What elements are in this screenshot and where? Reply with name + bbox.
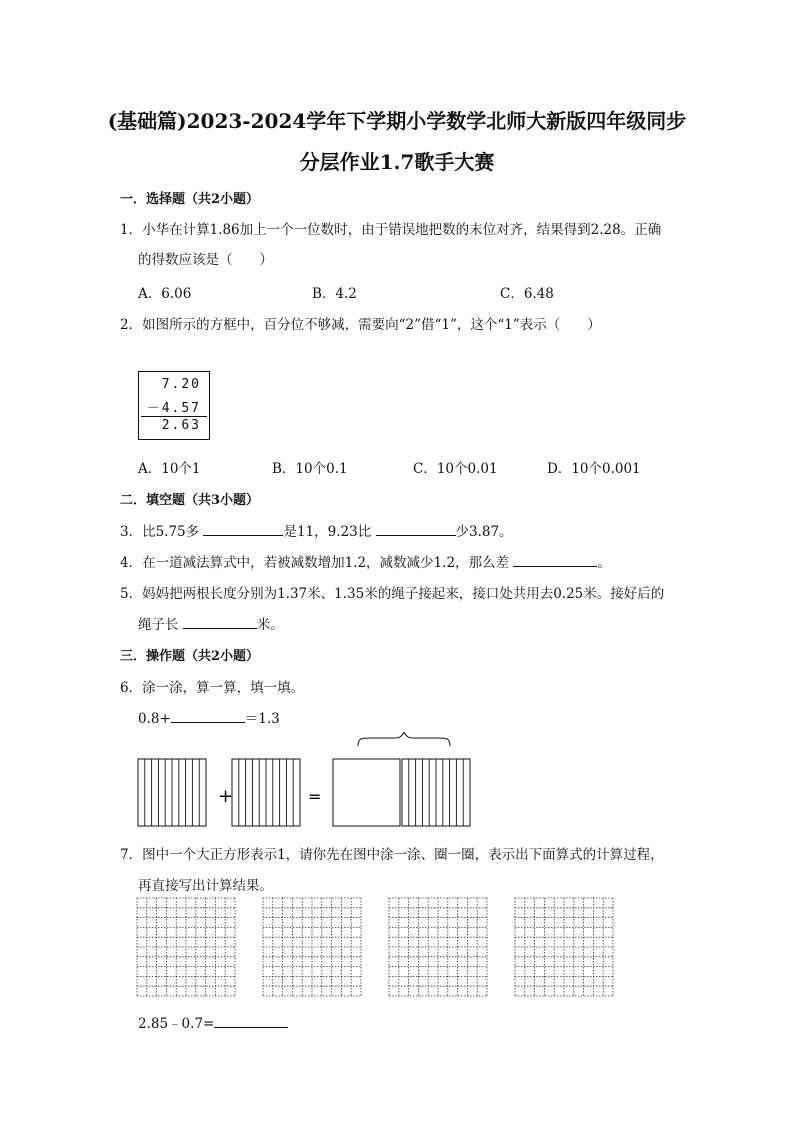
answer-blank[interactable] [214, 1015, 288, 1028]
subtraction-box [138, 371, 210, 440]
answer-blank[interactable] [203, 523, 283, 536]
plus-sign: + [218, 786, 234, 807]
question-7-text: 7．图中一个大正方形表示1，请你先在图中涂一涂、圈一圈，表示出下面算式的计算过程， [120, 847, 664, 863]
hundred-grid-1[interactable] [137, 898, 235, 996]
question-7-equation [138, 1012, 288, 1032]
question-6-eq-b: ＝1.3 [244, 711, 280, 727]
question-4-part-a: 4．在一道减法算式中，若被减数增加1.2，减数减少1.2，那么差 [120, 555, 510, 571]
hundred-grid-2[interactable] [263, 898, 361, 996]
answer-blank[interactable] [183, 616, 257, 629]
question-2-text: 2．如图所示的方框中，百分位不够减，需要向“2”借“1”，这个“1”表示（ ） [120, 317, 601, 333]
hundred-grid-3[interactable] [389, 898, 487, 996]
section-heading-fill: 二．填空题（共3小题） [120, 493, 260, 508]
brace-icon [358, 732, 450, 746]
question-6-eq-a: 0.8+ [138, 711, 171, 727]
question-1-text-cont: 的得数应该是（ ） [138, 252, 273, 268]
calc-minuend: 7.20 [161, 377, 201, 392]
section-heading-choice: 一．选择题（共2小题） [120, 192, 260, 207]
equals-sign: = [308, 787, 322, 806]
result-box-strips[interactable] [402, 759, 470, 826]
question-5-part-b: 米。 [256, 617, 284, 633]
question-2-option-b[interactable]: B．10个0.1 [272, 461, 348, 477]
question-2-option-c[interactable]: C．10个0.01 [413, 461, 498, 477]
calc-result: 2.63 [161, 418, 201, 433]
question-3-part-a: 3．比5.75多 [120, 524, 200, 540]
question-1-text: 1．小华在计算1.86加上一个一位数时，由于错误地把数的末位对齐，结果得到2.28。正确 [120, 222, 662, 238]
question-3 [120, 520, 513, 540]
question-3-part-c: 少3.87。 [455, 524, 513, 540]
result-box-whole [333, 759, 400, 826]
question-2-option-a[interactable]: A．10个1 [138, 461, 201, 477]
question-1-option-b[interactable]: B．4.2 [312, 286, 357, 302]
question-6-text: 6．涂一涂，算一算，填一填。 [120, 680, 305, 696]
question-5-text: 5．妈妈把两根长度分别为1.37米、1.35米的绳子接起来，接口处共用去0.25米。接好后的 [120, 586, 665, 602]
question-4 [120, 551, 611, 571]
question-2-option-d[interactable]: D．10个0.001 [547, 461, 641, 477]
page-subtitle: 分层作业1.7歌手大赛 [299, 150, 495, 174]
calc-divider [141, 416, 207, 417]
answer-blank[interactable] [376, 523, 456, 536]
calc-subtrahend: －4.57 [146, 401, 201, 416]
question-7-eq: 2.85﹣0.7= [138, 1016, 215, 1032]
question-6-equation [138, 707, 280, 727]
section-heading-operation: 三．操作题（共2小题） [120, 649, 260, 664]
hundred-grid-figure [136, 897, 616, 999]
page-title: (基础篇)2023-2024学年下学期小学数学北师大新版四年级同步 [107, 109, 687, 133]
question-1-option-a[interactable]: A．6.06 [138, 286, 192, 302]
strip-box-2[interactable] [232, 759, 300, 826]
hundred-grid-4[interactable] [515, 898, 613, 996]
question-3-part-b: 是11，9.23比 [283, 524, 372, 540]
question-5-part-a: 绳子长 [138, 617, 179, 633]
decimal-strip-figure [130, 732, 480, 832]
question-7-text-cont: 再直接写出计算结果。 [138, 878, 273, 894]
answer-blank[interactable] [171, 710, 245, 723]
strip-box-1 [138, 759, 206, 826]
question-4-part-b: 。 [597, 555, 611, 571]
question-1-option-c[interactable]: C．6.48 [500, 286, 554, 302]
answer-blank[interactable] [513, 554, 597, 567]
question-5-cont [138, 613, 284, 633]
